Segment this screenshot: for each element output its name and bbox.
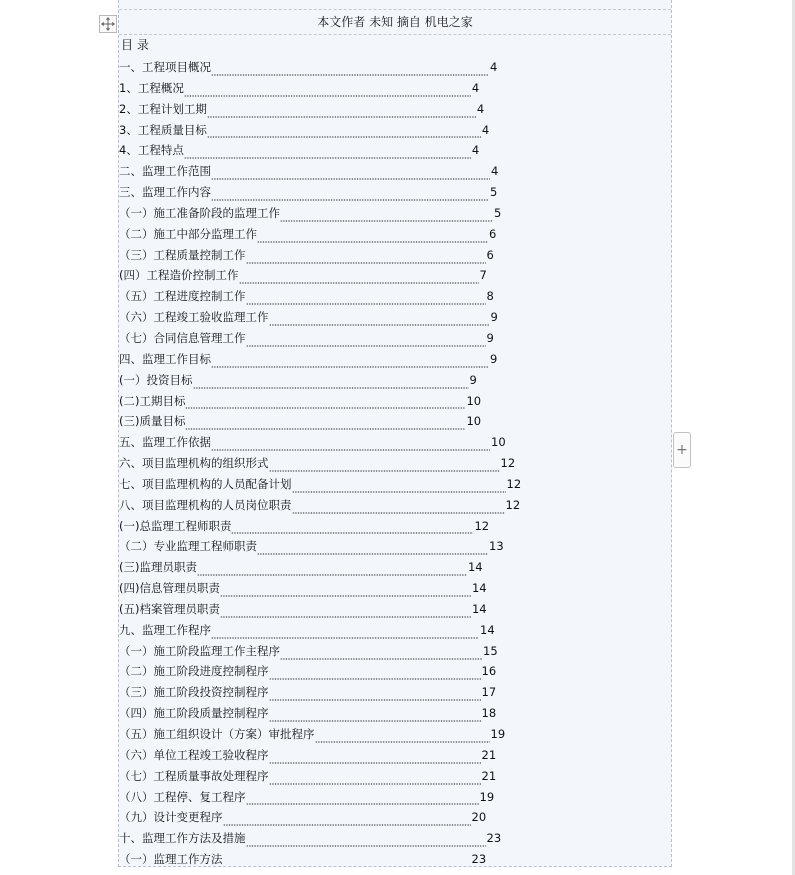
toc-entry-title: （一）施工准备阶段的监理工作 bbox=[119, 205, 280, 220]
toc-leader-dots bbox=[269, 460, 500, 472]
toc-entry-page: 10 bbox=[466, 393, 482, 408]
toc-entry-title: 九、监理工作程序 bbox=[119, 622, 211, 637]
toc-leader-dots bbox=[292, 502, 505, 514]
toc-entry-title: （九）设计变更程序 bbox=[119, 810, 223, 825]
toc-leader-dots bbox=[280, 210, 493, 222]
toc-leader-dots bbox=[185, 397, 465, 409]
toc-leader-dots bbox=[185, 418, 465, 430]
toc-entry[interactable] bbox=[119, 495, 671, 516]
toc-entry-page: 19 bbox=[479, 789, 495, 804]
toc-leader-dots bbox=[231, 522, 473, 534]
toc-leader-dots bbox=[207, 126, 481, 138]
toc-entry-page: 17 bbox=[481, 685, 497, 700]
toc-entry[interactable] bbox=[119, 245, 671, 266]
toc-entry-title: (三)监理员职责 bbox=[119, 560, 197, 575]
toc-leader-dots bbox=[246, 293, 486, 305]
toc-entry-title: (二)工期目标 bbox=[119, 393, 186, 408]
toc-entry[interactable] bbox=[119, 557, 671, 578]
toc-entry-page: 23 bbox=[471, 852, 487, 867]
toc-entry[interactable] bbox=[119, 286, 671, 307]
toc-entry-page: 5 bbox=[494, 205, 502, 220]
toc-entry[interactable] bbox=[119, 349, 671, 370]
toc-entry-title: 三、监理工作内容 bbox=[119, 185, 211, 200]
toc-entry-page: 4 bbox=[481, 122, 490, 137]
toc-leader-dots bbox=[220, 606, 471, 618]
toc-entry[interactable] bbox=[119, 620, 671, 641]
toc-entry[interactable] bbox=[119, 661, 671, 682]
toc-entry-title: 八、项目监理机构的人员岗位职责 bbox=[119, 497, 292, 512]
toc-entry-title: (一)总监理工程师职责 bbox=[119, 518, 232, 533]
toc-entry-page: 12 bbox=[505, 497, 521, 512]
toc-entry-page: 10 bbox=[466, 414, 482, 429]
toc-leader-dots bbox=[239, 272, 479, 284]
toc-leader-dots bbox=[269, 752, 481, 764]
toc-entry-title: (四)信息管理员职责 bbox=[119, 581, 220, 596]
toc-entry[interactable] bbox=[119, 682, 671, 703]
toc-leader-dots bbox=[246, 835, 486, 847]
toc-entry-title: 一、工程项目概况 bbox=[119, 60, 211, 74]
toc-entry-title: (四）工程造价控制工作 bbox=[119, 268, 239, 283]
toc-entry-page: 4 bbox=[491, 164, 499, 179]
page-header[interactable]: 本文作者 未知 摘自 机电之家 bbox=[119, 9, 671, 35]
toc-entry[interactable] bbox=[119, 140, 671, 161]
toc-entry-title: （八）工程停、复工程序 bbox=[119, 789, 246, 804]
toc-entry[interactable] bbox=[119, 474, 671, 495]
toc-entry-title: 4、工程特点 bbox=[119, 143, 184, 158]
toc-entry-page: 14 bbox=[467, 560, 483, 575]
toc-entry-title: 二、监理工作范围 bbox=[119, 164, 211, 179]
toc-leader-dots bbox=[193, 377, 469, 389]
toc-entry-title: （四）施工阶段质量控制程序 bbox=[119, 706, 269, 721]
toc-entry[interactable] bbox=[119, 787, 671, 808]
toc-leader-dots bbox=[220, 585, 471, 597]
toc-entry-page: 5 bbox=[490, 185, 498, 200]
toc-entry-page: 4 bbox=[471, 80, 480, 95]
toc-entry-page: 4 bbox=[490, 60, 498, 74]
toc-entry-page: 9 bbox=[486, 330, 494, 345]
toc-entry-page: 19 bbox=[490, 727, 506, 741]
toc-entry-title: （五）施工组织设计（方案）审批程序 bbox=[119, 727, 315, 741]
toc-entry-page: 9 bbox=[490, 310, 498, 325]
toc-entry-title: （二）专业监理工程师职责 bbox=[119, 539, 257, 554]
toc-entry-title: （三）施工阶段投资控制程序 bbox=[119, 685, 269, 700]
toc-entry-title: 六、项目监理机构的组织形式 bbox=[119, 456, 269, 471]
toc-entry-title: （七）工程质量事故处理程序 bbox=[119, 768, 269, 783]
toc-leader-dots bbox=[211, 627, 479, 639]
toc-entry[interactable] bbox=[119, 703, 671, 724]
toc-entry-page: 4 bbox=[476, 101, 485, 116]
toc-leader-dots bbox=[269, 668, 481, 680]
toc-entry[interactable] bbox=[119, 391, 671, 412]
toc-leader-dots bbox=[246, 252, 486, 264]
toc-entry[interactable] bbox=[119, 745, 671, 766]
toc-leader-dots bbox=[211, 64, 489, 76]
toc-entry[interactable] bbox=[119, 432, 671, 453]
document-page bbox=[118, 0, 672, 867]
toc-leader-dots bbox=[184, 85, 471, 97]
toc-entry[interactable] bbox=[119, 161, 671, 182]
toc-entry-page: 10 bbox=[491, 435, 506, 450]
toc-entry[interactable] bbox=[119, 724, 671, 745]
toc-entry[interactable] bbox=[119, 182, 671, 203]
toc-entry[interactable] bbox=[119, 78, 671, 99]
toc-entry-page: 21 bbox=[481, 768, 497, 783]
toc-entry[interactable] bbox=[119, 849, 671, 867]
toc-entry-title: （一）施工阶段监理工作主程序 bbox=[119, 643, 280, 658]
toc-entry-page: 16 bbox=[481, 664, 497, 679]
toc-leader-dots bbox=[269, 689, 481, 701]
toc-entry-page: 6 bbox=[489, 226, 497, 241]
toc-entry-title: （六）单位工程竣工验收程序 bbox=[119, 747, 269, 762]
toc-entry-page: 7 bbox=[479, 268, 487, 283]
toc-entry[interactable] bbox=[119, 599, 671, 620]
toc-entry-page: 18 bbox=[481, 706, 497, 721]
toc-entry-title: （二）施工中部分监理工作 bbox=[119, 226, 257, 241]
toc-entry-title: （五）工程进度控制工作 bbox=[119, 289, 246, 304]
toc-leader-dots bbox=[246, 335, 486, 347]
toc-leader-dots bbox=[211, 356, 489, 368]
toc-entry-title: 十、监理工作方法及措施 bbox=[119, 831, 246, 846]
toc-entry[interactable] bbox=[119, 578, 671, 599]
toc-entry[interactable] bbox=[119, 370, 671, 391]
toc-leader-dots bbox=[207, 106, 476, 118]
toc-entry-title: 1、工程概况 bbox=[119, 80, 184, 95]
toc-entry-page: 14 bbox=[471, 601, 487, 616]
toc-entry-page: 14 bbox=[480, 622, 495, 637]
toc-entry-title: 七、项目监理机构的人员配备计划 bbox=[119, 476, 292, 491]
toc-leader-dots bbox=[223, 814, 471, 826]
toc-entry-title: （二）施工阶段进度控制程序 bbox=[119, 664, 269, 679]
toc-entry-title: 3、工程质量目标 bbox=[119, 122, 207, 137]
toc-entry[interactable] bbox=[119, 265, 671, 286]
move-arrows-icon bbox=[101, 17, 115, 31]
move-handle[interactable] bbox=[99, 15, 117, 33]
toc-entry-title: 四、监理工作目标 bbox=[119, 351, 211, 366]
toc-leader-dots bbox=[211, 189, 489, 201]
toc-entry-title: (一）投资目标 bbox=[119, 372, 193, 387]
add-button[interactable]: + bbox=[673, 432, 691, 468]
toc-leader-dots bbox=[315, 731, 490, 743]
toc-title: 目 录 bbox=[121, 38, 149, 52]
toc-entry[interactable] bbox=[119, 411, 671, 432]
toc-entry-title: （七）合同信息管理工作 bbox=[119, 330, 246, 345]
toc-entry[interactable] bbox=[119, 807, 671, 828]
toc-entry-page: 23 bbox=[486, 831, 502, 846]
toc-entry[interactable] bbox=[119, 641, 671, 662]
toc-entry-page: 6 bbox=[486, 247, 494, 262]
toc-entry[interactable] bbox=[119, 203, 671, 224]
toc-entry[interactable] bbox=[119, 328, 671, 349]
toc-entry-page: 13 bbox=[489, 539, 504, 554]
toc-entry-page: 4 bbox=[471, 143, 480, 158]
toc-entry-title: （六）工程竣工验收监理工作 bbox=[119, 310, 269, 325]
toc-leader-dots bbox=[257, 543, 488, 555]
toc-entry-page: 12 bbox=[474, 518, 490, 533]
toc-leader-dots bbox=[211, 168, 490, 180]
toc-entry-title: （三）工程质量控制工作 bbox=[119, 247, 246, 262]
toc-entry[interactable] bbox=[119, 516, 671, 537]
toc-entry[interactable] bbox=[119, 99, 671, 120]
table-of-contents bbox=[119, 57, 671, 867]
toc-entry-page: 9 bbox=[469, 372, 477, 387]
toc-entry-page: 12 bbox=[500, 456, 516, 471]
toc-leader-dots bbox=[292, 481, 506, 493]
toc-leader-dots bbox=[223, 856, 471, 867]
toc-leader-dots bbox=[197, 564, 467, 576]
toc-entry[interactable] bbox=[119, 453, 671, 474]
toc-entry-page: 9 bbox=[490, 351, 498, 366]
toc-entry-page: 21 bbox=[481, 747, 497, 762]
toc-leader-dots bbox=[257, 231, 488, 243]
toc-leader-dots bbox=[269, 773, 481, 785]
toc-entry[interactable] bbox=[119, 766, 671, 787]
toc-entry-page: 8 bbox=[486, 289, 494, 304]
toc-entry-page: 20 bbox=[471, 810, 487, 825]
toc-leader-dots bbox=[184, 147, 471, 159]
toc-entry[interactable] bbox=[119, 536, 671, 557]
toc-entry-title: (三)质量目标 bbox=[119, 414, 186, 429]
toc-entry-title: 2、工程计划工期 bbox=[119, 101, 207, 116]
toc-entry-page: 15 bbox=[483, 643, 498, 658]
toc-entry-page: 12 bbox=[506, 476, 522, 491]
toc-leader-dots bbox=[280, 648, 482, 660]
toc-entry-title: 五、监理工作依据 bbox=[119, 435, 211, 450]
toc-leader-dots bbox=[211, 439, 490, 451]
toc-entry-page: 14 bbox=[471, 581, 487, 596]
toc-entry[interactable] bbox=[119, 307, 671, 328]
toc-leader-dots bbox=[246, 793, 479, 805]
toc-leader-dots bbox=[269, 314, 490, 326]
toc-entry-title: (五)档案管理员职责 bbox=[119, 601, 220, 616]
toc-entry-title: （一）监理工作方法 bbox=[119, 852, 223, 867]
toc-entry[interactable] bbox=[119, 224, 671, 245]
toc-entry[interactable] bbox=[119, 57, 671, 78]
toc-leader-dots bbox=[269, 710, 481, 722]
toc-entry[interactable] bbox=[119, 828, 671, 849]
toc-entry[interactable] bbox=[119, 120, 671, 141]
